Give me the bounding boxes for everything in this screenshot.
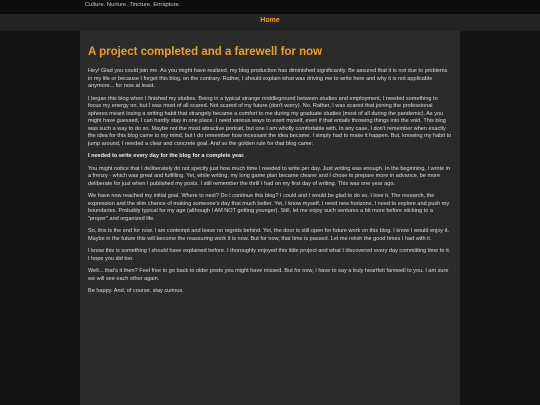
post-paragraph: You might notice that I deliberately do not specify just how much time I needed to write per day. Just writing was enough. In the beginning, I wrote in a frenzy - which was great and fulfilling. Yet, while writing, my long game plan became clearer and I chose to prepare more in advance, be more deliberate for just when I published my posts. I still remember the thrill I had on my first day of writing. This was one year ago. xyxy=(88,165,450,187)
post-paragraph: Hey! Glad you could join me. As you might have realized, my blog production has diminished significantly. Be assured that it is not due to problems in my life or because I forget this blog, on the contrary. Rather, I should explain what was driving me to write here and why it is not applicable anymore... for now at least. xyxy=(88,68,448,89)
nav-bar xyxy=(0,14,540,31)
post-body xyxy=(88,68,452,296)
top-bar xyxy=(0,0,540,15)
post-title: A project completed and a farewell for now xyxy=(88,46,323,58)
post-paragraph: I know this is something I should have explained before. I thoroughly enjoyed this little project and what I discovered every day committing time to it. I hope you did too. xyxy=(88,248,451,262)
site-tagline: Culture. Nurture. Tincture. Enrapture. xyxy=(85,2,181,8)
post-paragraph: Well... that's it then? Feel free to go back to older posts you might have missed. But for now, I have to say a truly heartfelt farewell to you. I am sure we will see each other again. xyxy=(88,268,449,282)
post-paragraph: We have now reached my initial goal. Where to next? Do I continue this blog? I could and I would be glad to do so. I love it. The research, the expression and the slim chance of making someone's day that much better. Yet, I know myself. I need new horizons. I need to explore and push my boundaries. Probably typical for my age (although I AM NOT getting younger). Still, let me enjoy such ventures a bit more before sticking to a "proper" and organized life. xyxy=(88,193,450,222)
post-paragraph: So, this is the end for now. I am contempt and leave no regrets behind. Yet, the door is still open for future work on this blog. I know I would enjoy it. Maybe in the future this will become the reassuring work it is now. But for now, that time is passed. Let me relish the good times I had with it. xyxy=(88,228,450,242)
nav-home-link[interactable]: Home xyxy=(260,17,280,24)
post-article xyxy=(80,31,460,405)
post-paragraph: I began this blog when I finished my studies. Being in a typical strange middleground between studies and employment, I needed something to focus my energy on, but I was most of all scared. Not scared of my future (don't worry). No. Rather, I was scared that joining the professional spheres meant losing a writing habit that strangely became a comfort to me during my graduate studies (most of all during the pandemic). As you might have guessed, I can hardly stay in one place. I need various ways to exert myself, even if that entails throwing things into the void. This blog was such a way to do so. Maybe not the most attractive portrait, but one I am wholly comfortable with. In any case, I don't remember when exactly the idea for this blog came to my mind, but I do remember how incessant the idea became. I simply had to make it happen. But, knowing my habit to jump around, I needed a clear and concrete goal. And so the golden rule for that blog came: xyxy=(88,95,452,147)
golden-rule-statement: I needed to write every day for the blog for a complete year. xyxy=(88,153,245,159)
post-paragraph: Be happy. And, of course, stay curious. xyxy=(88,288,184,294)
